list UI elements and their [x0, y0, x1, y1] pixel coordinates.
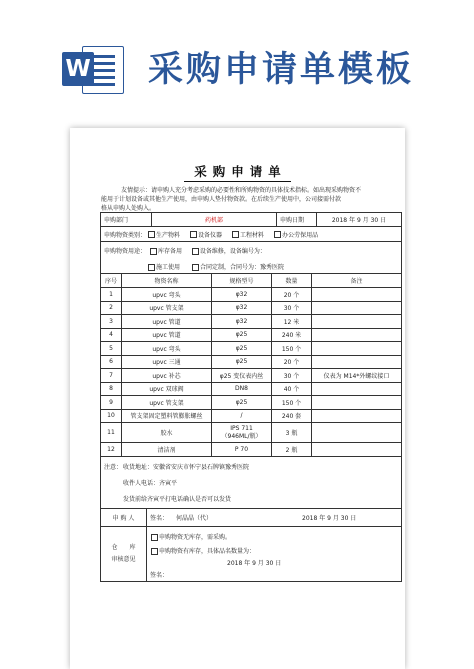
- category-option: 设备仪器: [198, 231, 223, 239]
- dept-row: [101, 213, 401, 227]
- category-option: 办公劳保用品: [282, 231, 319, 239]
- table-row: 8 upvc 双球阀 DN8 40 个: [101, 383, 401, 397]
- date-value: 2018 年 9 月 30 日: [316, 213, 401, 226]
- warehouse-row: [101, 527, 401, 581]
- table-row: 3 upvc 管道 φ32 12 米: [101, 315, 401, 329]
- category-row: [101, 227, 401, 242]
- category-checkbox[interactable]: [274, 231, 281, 238]
- warehouse-option: 申购物资有库存，具体品名数量为：: [159, 547, 256, 555]
- banner: [0, 0, 474, 118]
- date-label: 申购日期: [276, 213, 316, 226]
- sign-label: 签名：: [150, 514, 169, 522]
- table-row: 10 管支架固定塑料管膨胀螺丝 / 240 套: [101, 410, 401, 424]
- table-row: 6 upvc 三通 φ25 20 个: [101, 356, 401, 370]
- warehouse-label: 审核意见: [111, 555, 136, 563]
- table-row: 9 upvc 管支架 φ25 150 个: [101, 396, 401, 410]
- word-letter: W: [62, 52, 94, 86]
- banner-title: 采购申请单模板: [148, 49, 415, 90]
- table-row: 4 upvc 管道 φ25 240 米: [101, 329, 401, 343]
- table-row: 5 upvc 弯头 φ25 150 个: [101, 342, 401, 356]
- applicant-label: 申 购 人: [112, 514, 135, 522]
- dept-value: 药机部: [151, 213, 276, 226]
- category-option: 生产物料: [156, 231, 181, 239]
- category-checkbox[interactable]: [148, 231, 155, 238]
- delivery-note: 发货前给齐寅平打电话确认是否可以发货: [123, 495, 232, 503]
- warehouse-checkbox[interactable]: [151, 548, 158, 555]
- form-title: 采购申请单: [70, 162, 405, 182]
- document-page: [70, 128, 405, 669]
- usage-checkbox[interactable]: [150, 248, 157, 255]
- sign-name: 何晶晶（代）: [176, 514, 213, 522]
- warehouse-checkbox[interactable]: [151, 534, 158, 541]
- sign-date: 2018 年 9 月 30 日: [302, 514, 357, 522]
- word-logo-icon: [62, 42, 124, 94]
- col-header-remark: 备注: [311, 274, 401, 287]
- usage-option: 合同定制，合同号为：豫秀医院: [199, 264, 284, 271]
- col-header-qty: 数量: [271, 274, 311, 287]
- warehouse-option: 申购物资无库存，需采购。: [159, 533, 232, 541]
- attention-label: 注意：: [104, 463, 123, 471]
- table-row: 1 upvc 弯头 φ32 20 个: [101, 288, 401, 302]
- tip-note: 友情提示：请申购人充分考虑采购的必要性和所购物资的具体技术指标。如出现采购物资不 能用于计划设备或其他生产使用，由申购人垫付物资款。在后续生产使用中，公司接需付款 格从申购人处购入。: [101, 187, 362, 212]
- table-header-row: [101, 274, 401, 288]
- category-label: 申购物资类别：: [104, 231, 147, 239]
- applicant-row: [101, 509, 401, 527]
- table-row: 11 胶水 IPS 711 （946ML/瓶） 3 瓶: [101, 423, 401, 443]
- warehouse-date: 2018 年 9 月 30 日: [227, 559, 282, 567]
- warehouse-label: 仓 库: [111, 543, 136, 551]
- col-header-no: 序号: [104, 278, 117, 285]
- col-header-spec: 规格型号: [211, 274, 271, 287]
- col-header-name: 物资名称: [121, 274, 211, 287]
- usage-option: 设备维修，设备编号为：: [199, 248, 266, 255]
- category-checkbox[interactable]: [190, 231, 197, 238]
- category-checkbox[interactable]: [232, 231, 239, 238]
- usage-checkbox[interactable]: [192, 264, 199, 271]
- receive-address: 收货地址：安徽省安庆市怀宁县石牌镇豫秀医院: [123, 463, 250, 471]
- usage-option: 库存备用: [157, 248, 182, 255]
- table-row: 12 清洁剂 P 70 2 瓶: [101, 443, 401, 457]
- usage-checkbox[interactable]: [192, 248, 199, 255]
- table-row: 7 upvc 补芯 φ25 变仪表内丝 30 个 仪表为 M14*外螺纹接口: [101, 369, 401, 383]
- warehouse-sign-label: 签名：: [150, 571, 169, 579]
- usage-row: [101, 242, 401, 274]
- dept-label: 申购部门: [104, 217, 129, 224]
- category-option: 工程材料: [240, 231, 265, 239]
- attention-block: [101, 457, 401, 509]
- usage-option: 施工使用: [156, 264, 181, 271]
- usage-checkbox[interactable]: [148, 264, 155, 271]
- table-row: 2 upvc 管支架 φ32 30 个: [101, 302, 401, 316]
- usage-label: 申购物资用途：: [104, 248, 147, 255]
- receiver: 收件人电话：齐寅平: [123, 479, 178, 487]
- request-form: [100, 212, 402, 582]
